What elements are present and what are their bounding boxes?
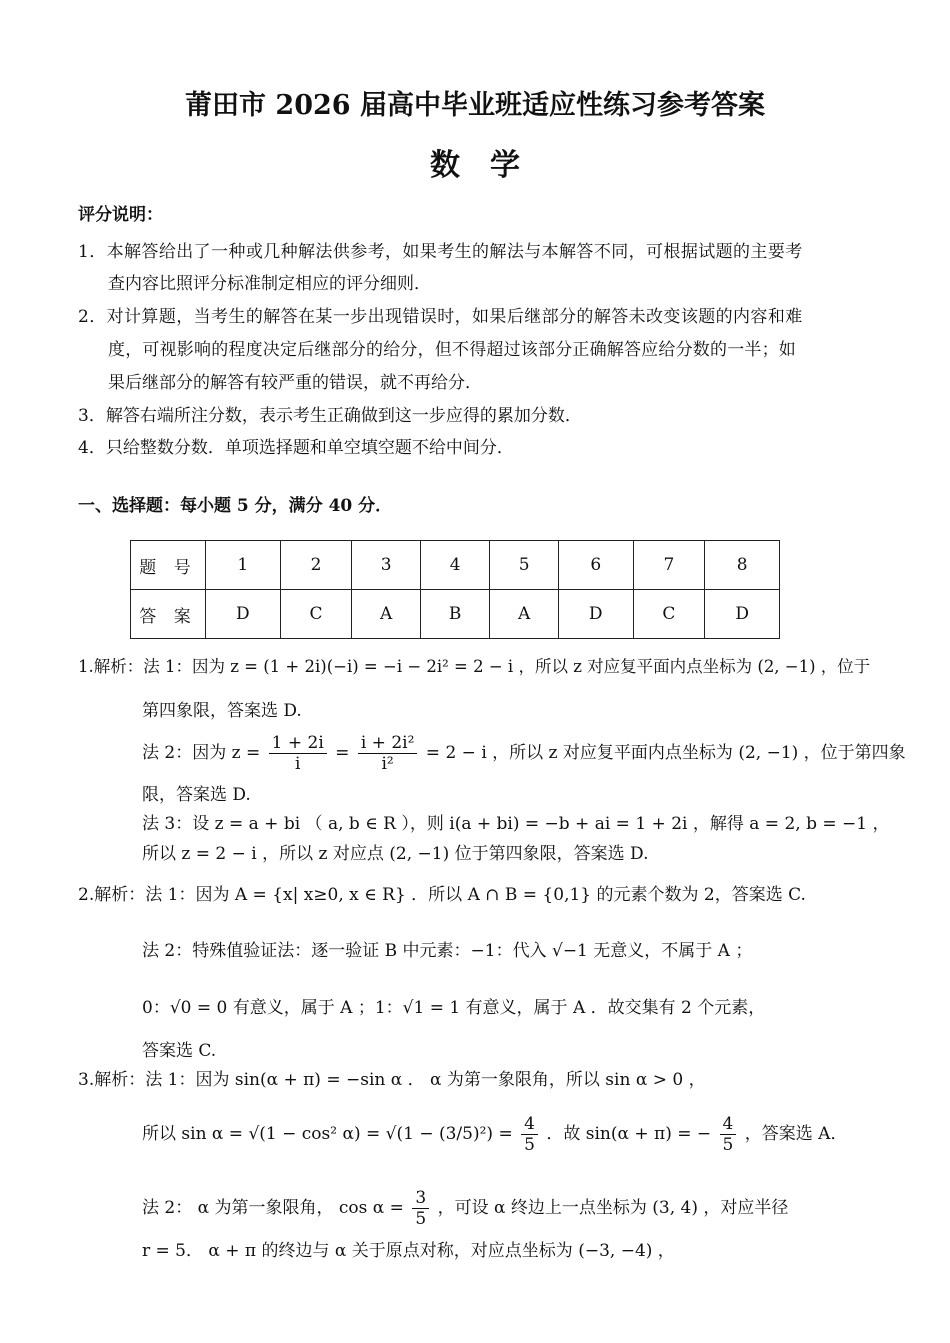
- fraction-denominator: 5: [722, 1135, 734, 1155]
- q1-m2-prefix: 法 2：因为 z =: [142, 743, 261, 763]
- question-number: 1: [206, 541, 281, 590]
- q3-method2-line1: [142, 1185, 788, 1231]
- scoring-item-2a: 2．对计算题，当考生的解答在某一步出现错误时，如果后继部分的解答未改变该题的内容和难: [78, 307, 803, 327]
- answer-cell: C: [633, 590, 705, 639]
- scoring-item-4: 4．只给整数分数．单项选择题和单空填空题不给中间分．: [78, 438, 514, 458]
- q1-m2-fraction-2: [358, 733, 418, 774]
- scoring-item-2c: 果后继部分的解答有较严重的错误，就不再给分．: [108, 373, 482, 393]
- fraction-numerator: 1 + 2i: [269, 733, 327, 754]
- answer-cell: A: [490, 590, 559, 639]
- q3-m1-middle: ．故 sin(α + π) = −: [546, 1124, 712, 1144]
- q2-method1: 2.解析：法 1：因为 A = {x| x≥0, x ∈ R} ．所以 A ∩ B = {0,1} 的元素个数为 2，答案选 C.: [78, 885, 806, 905]
- scoring-item-3: 3．解答右端所注分数，表示考生正确做到这一步应得的累加分数．: [78, 406, 582, 426]
- q1-method1-line1: 1.解析：法 1：因为 z = (1 + 2i)(−i) = −i − 2i² = 2 − i ，所以 z 对应复平面内点坐标为 (2, −1) ，位于: [78, 657, 871, 676]
- q3-method1-line1: 3.解析：法 1：因为 sin(α + π) = −sin α ． α 为第一象限角，所以 sin α > 0 ，: [78, 1070, 706, 1090]
- answer-cell: B: [420, 590, 489, 639]
- q3-m1-fraction-2: [720, 1114, 737, 1155]
- question-number: 2: [280, 541, 352, 590]
- fraction-denominator: 5: [524, 1135, 535, 1155]
- answer-cell: D: [705, 590, 780, 639]
- q1-method3-line2: 所以 z = 2 − i ，所以 z 对应点 (2, −1) 位于第四象限，答案选 D.: [142, 844, 649, 864]
- scoring-item-1b: 查内容比照评分标准制定相应的评分细则．: [108, 274, 431, 294]
- row-label-number: 题 号: [131, 541, 206, 590]
- answer-cell: D: [558, 590, 633, 639]
- q1-m2-suffix: = 2 − i ，所以 z 对应复平面内点坐标为 (2, −1) ，位于第四象: [425, 743, 906, 763]
- subject-title: 数 学: [430, 148, 520, 183]
- question-number: 3: [352, 541, 421, 590]
- answer-cell: C: [280, 590, 352, 639]
- question-number: 5: [490, 541, 559, 590]
- question-number: 4: [420, 541, 489, 590]
- table-row-answers: [131, 590, 780, 639]
- scoring-item-1a: 1．本解答给出了一种或几种解法供参考，如果考生的解法与本解答不同，可根据试题的主要考: [78, 242, 803, 262]
- fraction-numerator: 4: [521, 1114, 538, 1135]
- fraction-numerator: 3: [412, 1188, 429, 1209]
- q2-method2-line1: 法 2：特殊值验证法：逐一验证 B 中元素：−1：代入 √−1 无意义，不属于 A ；: [142, 941, 753, 961]
- q2-method2-line2: 0：√0 = 0 有意义，属于 A ；1：√1 = 1 有意义，属于 A ．故交集有 2 个元素，: [142, 998, 766, 1018]
- q1-method1-line2: 第四象限，答案选 D.: [142, 701, 302, 721]
- fraction-denominator: i²: [381, 754, 394, 774]
- fraction-numerator: 4: [720, 1114, 737, 1135]
- fraction-numerator: i + 2i²: [358, 733, 418, 754]
- q3-method1-line2: [142, 1110, 847, 1158]
- fraction-denominator: 5: [415, 1209, 427, 1229]
- q3-method2-line2: r = 5． α + π 的终边与 α 关于原点对称，对应点坐标为 (−3, −4) ，: [142, 1241, 675, 1261]
- q1-m2-fraction-1: [269, 733, 327, 774]
- q3-m2-suffix: ，可设 α 终边上一点坐标为 (3, 4) ，对应半径: [437, 1198, 789, 1218]
- q1-method3-line1: 法 3：设 z = a + bi （ a, b ∈ R ），则 i(a + bi) = −b + ai = 1 + 2i ，解得 a = 2, b = −1 ，: [142, 814, 890, 834]
- answer-table: [130, 540, 780, 639]
- q3-m1-prefix: 所以 sin α = √(1 − cos² α) = √(1 − (3/5)²) =: [142, 1124, 513, 1144]
- q3-m1-suffix: ，答案选 A．: [744, 1124, 848, 1144]
- q3-m2-prefix: 法 2： α 为第一象限角， cos α =: [142, 1198, 404, 1218]
- document-title: 莆田市 2026 届高中毕业班适应性练习参考答案: [185, 90, 765, 121]
- question-number: 6: [558, 541, 633, 590]
- section-1-heading: 一、选择题：每小题 5 分，满分 40 分．: [78, 496, 393, 516]
- scoring-heading: 评分说明：: [78, 205, 163, 225]
- fraction-denominator: i: [294, 754, 301, 774]
- answer-cell: D: [206, 590, 281, 639]
- answer-cell: A: [352, 590, 421, 639]
- q1-method2-line2: 限，答案选 D.: [142, 785, 251, 805]
- row-label-answer: 答 案: [131, 590, 206, 639]
- q2-method2-line3: 答案选 C.: [142, 1041, 217, 1061]
- scoring-item-2b: 度，可视影响的程度决定后继部分的给分，但不得超过该部分正确解答应给分数的一半；如: [108, 340, 796, 360]
- q1-m2-equals: =: [335, 743, 350, 763]
- q1-method2-line1: [142, 730, 906, 776]
- question-number: 8: [705, 541, 780, 590]
- question-number: 7: [633, 541, 705, 590]
- table-row-numbers: [131, 541, 780, 590]
- q3-m2-fraction: [412, 1188, 429, 1229]
- q3-m1-fraction-1: [521, 1114, 538, 1155]
